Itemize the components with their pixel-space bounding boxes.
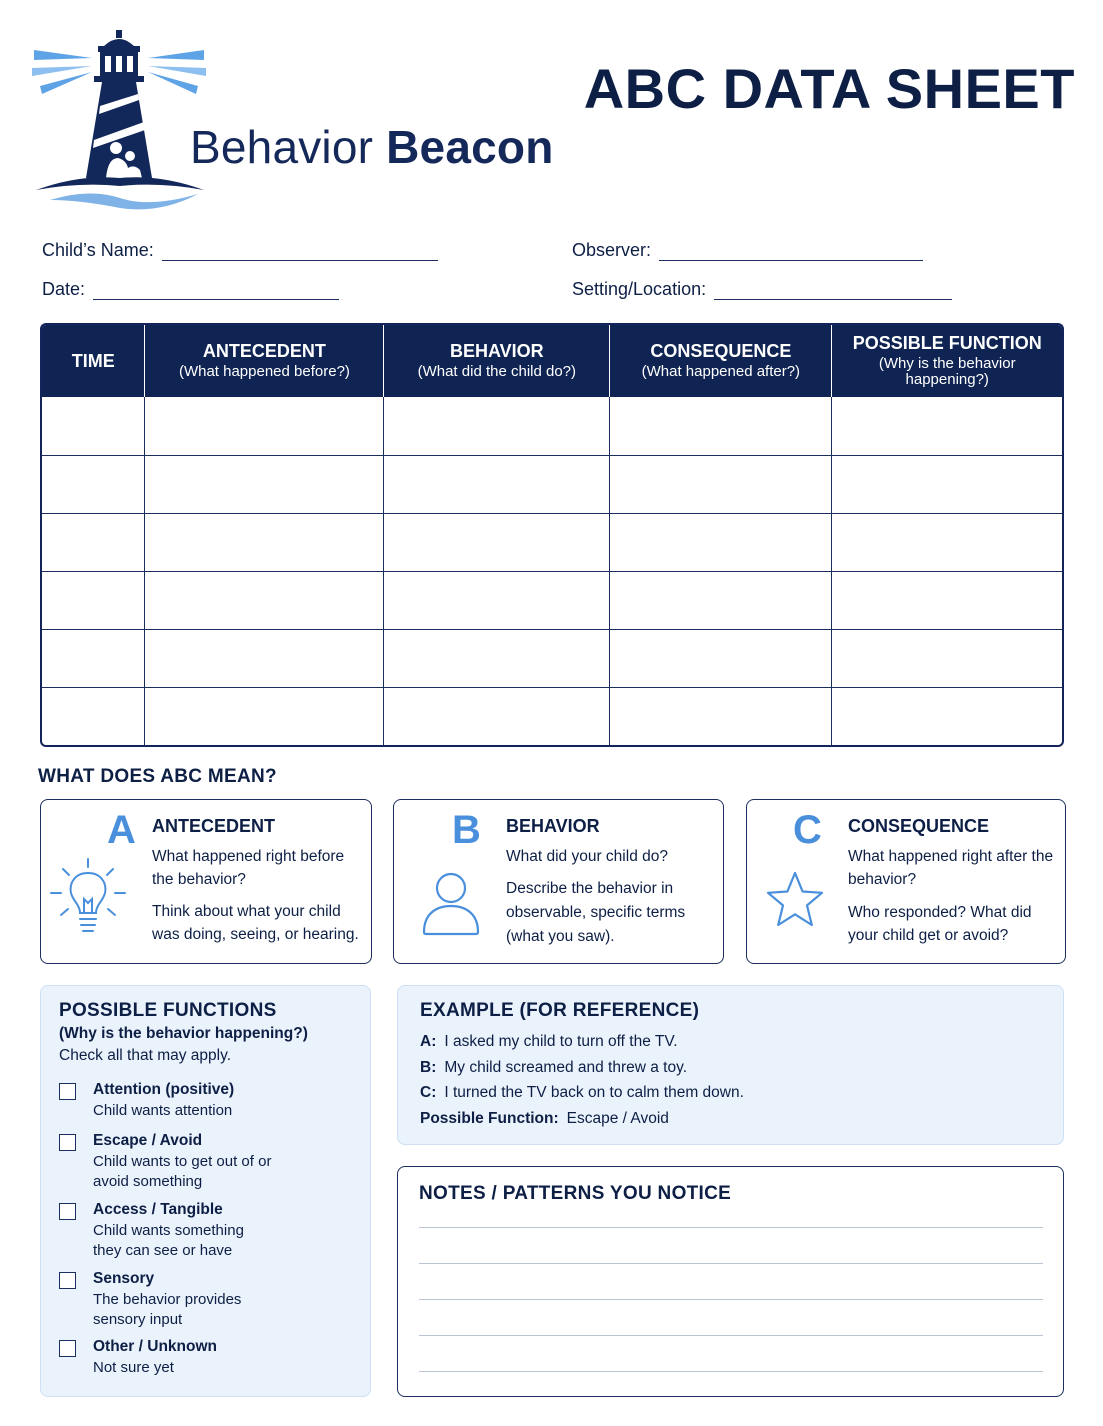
- notes-line[interactable]: [419, 1371, 1043, 1372]
- escape-checkbox[interactable]: [59, 1134, 76, 1151]
- card-letter-a: A: [107, 808, 136, 852]
- example-line-a: [420, 1033, 678, 1051]
- antecedent-card-title: ANTECEDENT: [152, 816, 276, 836]
- function-name: Sensory: [93, 1270, 155, 1287]
- table-cell[interactable]: [832, 513, 1062, 571]
- date-field[interactable]: [42, 279, 339, 300]
- table-cell[interactable]: [610, 513, 832, 571]
- function-desc: The behavior provides sensory input: [93, 1291, 242, 1328]
- child-name-label: Child’s Name:: [42, 240, 154, 260]
- table-header-row: [42, 325, 1062, 397]
- antecedent-card: [40, 799, 372, 964]
- table-cell[interactable]: [42, 455, 145, 513]
- notes-line[interactable]: [419, 1263, 1043, 1264]
- other-checkbox[interactable]: [59, 1340, 76, 1357]
- observer-field[interactable]: [572, 240, 923, 261]
- notes-line[interactable]: [419, 1227, 1043, 1228]
- functions-title: POSSIBLE FUNCTIONS: [59, 1000, 277, 1021]
- table-row: [42, 687, 1062, 745]
- brand-name-bold: Beacon: [386, 121, 554, 173]
- date-line[interactable]: [93, 280, 339, 300]
- behavior-card-title: BEHAVIOR: [506, 816, 600, 836]
- notes-line[interactable]: [419, 1335, 1043, 1336]
- behavior-card: [393, 799, 724, 964]
- function-desc: Not sure yet: [93, 1359, 174, 1376]
- brand-name: [190, 120, 554, 174]
- example-label: A:: [420, 1033, 437, 1050]
- card-letter-b: B: [452, 808, 481, 852]
- table-cell[interactable]: [145, 571, 384, 629]
- function-desc: Child wants to get out of or avoid something: [93, 1153, 272, 1190]
- notes-box[interactable]: [397, 1166, 1064, 1397]
- table-cell[interactable]: [145, 397, 384, 455]
- observer-label: Observer:: [572, 240, 652, 260]
- setting-line[interactable]: [714, 280, 952, 300]
- table-cell[interactable]: [610, 629, 832, 687]
- example-text: I turned the TV back on to calm them down.: [444, 1084, 744, 1101]
- table-cell[interactable]: [384, 397, 610, 455]
- observer-line[interactable]: [659, 241, 923, 261]
- column-header-function: POSSIBLE FUNCTION (Why is the behavior happening?): [832, 325, 1062, 397]
- abc-data-table: [40, 323, 1064, 747]
- sensory-checkbox[interactable]: [59, 1272, 76, 1289]
- consequence-card-title: CONSEQUENCE: [848, 816, 990, 836]
- example-line-c: [420, 1084, 744, 1102]
- consequence-card-text2: Who responded? What did your child get or avoid?: [848, 904, 1032, 944]
- table-cell[interactable]: [384, 513, 610, 571]
- table-cell[interactable]: [610, 687, 832, 745]
- table-row: [42, 629, 1062, 687]
- function-name: Escape / Avoid: [93, 1132, 203, 1149]
- example-title: EXAMPLE (FOR REFERENCE): [420, 1000, 700, 1021]
- function-name: Other / Unknown: [93, 1338, 217, 1355]
- table-row: [42, 455, 1062, 513]
- lightbulb-icon: [49, 855, 127, 939]
- table-cell[interactable]: [384, 629, 610, 687]
- example-line-b: [420, 1059, 687, 1077]
- example-text: Escape / Avoid: [566, 1110, 669, 1127]
- access-checkbox[interactable]: [59, 1203, 76, 1220]
- lighthouse-logo-icon: [30, 28, 210, 213]
- card-letter-c: C: [793, 808, 822, 852]
- table-cell[interactable]: [384, 571, 610, 629]
- child-name-line[interactable]: [162, 241, 438, 261]
- table-cell[interactable]: [42, 629, 145, 687]
- table-cell[interactable]: [610, 571, 832, 629]
- example-text: My child screamed and threw a toy.: [444, 1059, 688, 1076]
- table-row: [42, 513, 1062, 571]
- table-cell[interactable]: [42, 513, 145, 571]
- column-header-antecedent: ANTECEDENT (What happened before?): [145, 325, 384, 397]
- possible-functions-panel: [40, 985, 371, 1397]
- column-header-consequence: CONSEQUENCE (What happened after?): [610, 325, 832, 397]
- example-label: C:: [420, 1084, 437, 1101]
- page-title: ABC DATA SHEET: [583, 57, 1075, 120]
- attention-checkbox[interactable]: [59, 1083, 76, 1100]
- brand-name-light: Behavior: [190, 121, 374, 173]
- table-cell[interactable]: [832, 455, 1062, 513]
- setting-label: Setting/Location:: [572, 279, 707, 299]
- child-name-field[interactable]: [42, 240, 438, 261]
- table-cell[interactable]: [145, 455, 384, 513]
- date-label: Date:: [42, 279, 86, 299]
- table-row: [42, 571, 1062, 629]
- notes-line[interactable]: [419, 1299, 1043, 1300]
- table-cell[interactable]: [384, 687, 610, 745]
- table-row: [42, 397, 1062, 455]
- functions-instruction: Check all that may apply.: [59, 1047, 232, 1064]
- person-icon: [420, 870, 482, 938]
- example-label: Possible Function:: [420, 1110, 559, 1127]
- example-label: B:: [420, 1059, 437, 1076]
- antecedent-card-text1: What happened right before the behavior?: [152, 848, 345, 888]
- function-name: Attention (positive): [93, 1081, 235, 1098]
- column-header-time: TIME: [42, 325, 145, 397]
- table-cell[interactable]: [42, 571, 145, 629]
- function-desc: Child wants something they can see or have: [93, 1222, 244, 1259]
- table-cell[interactable]: [832, 687, 1062, 745]
- setting-field[interactable]: [572, 279, 952, 300]
- functions-subtitle: (Why is the behavior happening?): [59, 1025, 308, 1042]
- example-panel: [397, 985, 1064, 1145]
- table-cell[interactable]: [145, 629, 384, 687]
- abc-section-heading: WHAT DOES ABC MEAN?: [38, 766, 277, 787]
- table-cell[interactable]: [145, 513, 384, 571]
- table-cell[interactable]: [42, 397, 145, 455]
- table-cell[interactable]: [42, 687, 145, 745]
- behavior-card-text2: Describe the behavior in observable, specific terms (what you saw).: [506, 880, 686, 945]
- function-desc: Child wants attention: [93, 1102, 233, 1119]
- star-icon: [765, 870, 825, 930]
- consequence-card: [746, 799, 1066, 964]
- antecedent-card-text2: Think about what your child was doing, seeing, or hearing.: [152, 903, 359, 943]
- table-cell[interactable]: [145, 687, 384, 745]
- table-cell[interactable]: [832, 629, 1062, 687]
- table-cell[interactable]: [610, 397, 832, 455]
- table-cell[interactable]: [610, 455, 832, 513]
- example-line-function: [420, 1110, 669, 1128]
- table-cell[interactable]: [384, 455, 610, 513]
- consequence-card-text1: What happened right after the behavior?: [848, 848, 1054, 888]
- notes-title: NOTES / PATTERNS YOU NOTICE: [419, 1183, 732, 1204]
- table-cell[interactable]: [832, 571, 1062, 629]
- table-cell[interactable]: [832, 397, 1062, 455]
- function-name: Access / Tangible: [93, 1201, 223, 1218]
- example-text: I asked my child to turn off the TV.: [444, 1033, 678, 1050]
- behavior-card-text1: What did your child do?: [506, 848, 668, 865]
- column-header-behavior: BEHAVIOR (What did the child do?): [384, 325, 610, 397]
